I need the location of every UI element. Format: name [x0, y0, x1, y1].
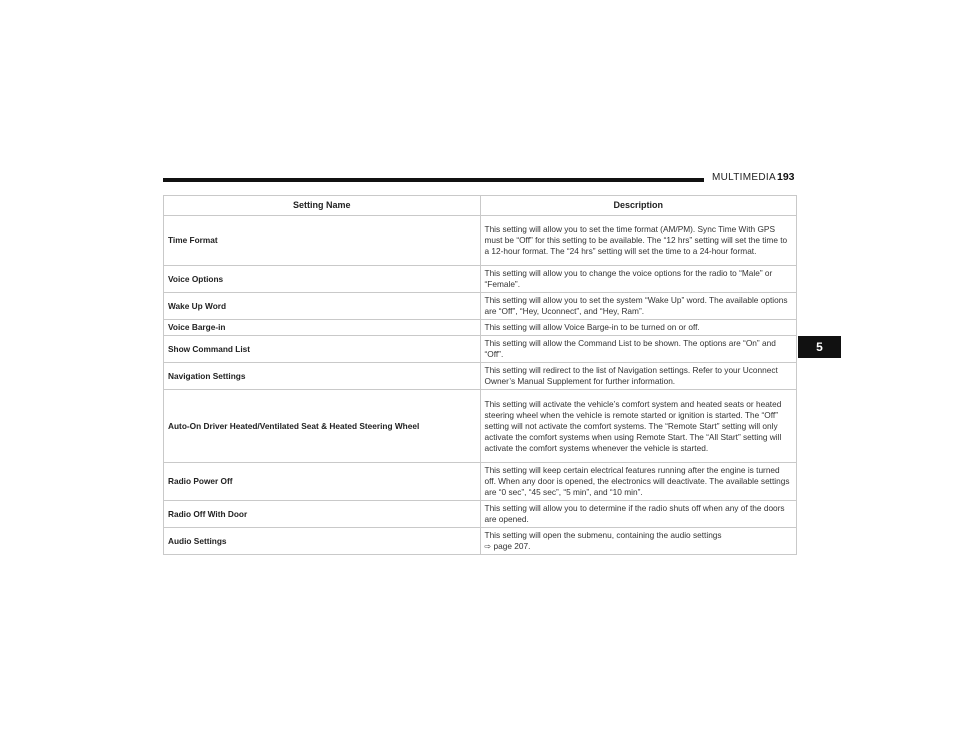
table-row: [164, 363, 797, 390]
column-header-description: Description: [480, 196, 797, 216]
column-header-setting-name: Setting Name: [164, 196, 481, 216]
setting-name: Wake Up Word: [164, 293, 481, 320]
table-row: [164, 293, 797, 320]
setting-name: Radio Power Off: [164, 463, 481, 501]
setting-description: This setting will allow you to set the time format (AM/PM). Sync Time With GPS must be “Off” for this setting to be available. The “12 hrs” setting will set the time to a 12-hour format. The “24 hrs” setting will set the time to a 24-hour format.: [480, 216, 797, 266]
section-title: MULTIMEDIA: [712, 172, 776, 183]
setting-description: This setting will allow you to set the system “Wake Up” word. The available options are “Off”, “Hey, Uconnect”, and “Hey, Ram”.: [480, 293, 797, 320]
description-text: This setting will open the submenu, containing the audio settings: [484, 530, 722, 540]
setting-description: This setting will keep certain electrical features running after the engine is turned off. When any door is opened, the electronics will deactivate. The available settings are “0 sec”, “45 sec”, “5 min”, and “10 min”.: [480, 463, 797, 501]
setting-name: Voice Options: [164, 266, 481, 293]
setting-name: Navigation Settings: [164, 363, 481, 390]
setting-name: Auto-On Driver Heated/Ventilated Seat & Heated Steering Wheel: [164, 390, 481, 463]
setting-name: Show Command List: [164, 336, 481, 363]
page-number: 193: [777, 171, 795, 183]
setting-description: [480, 528, 797, 555]
setting-description: This setting will allow you to change the voice options for the radio to “Male” or “Female”.: [480, 266, 797, 293]
page-reference-link[interactable]: page 207.: [493, 541, 531, 551]
table-row: [164, 216, 797, 266]
table-row: [164, 463, 797, 501]
settings-table: [163, 195, 797, 555]
table-header-row: [164, 196, 797, 216]
header-rule: [163, 178, 704, 182]
setting-name: Time Format: [164, 216, 481, 266]
table-row: [164, 320, 797, 336]
setting-description: This setting will activate the vehicle’s comfort system and heated seats or heated steering wheel when the vehicle is remote started or ignition is started. The “Off” setting will not activate the comfort systems. The “Remote Start” setting will only activate the comfort systems when using Remote Start. The “All Start” setting will activate the comfort systems whenever the vehicle is started.: [480, 390, 797, 463]
chapter-tab: 5: [798, 336, 841, 358]
setting-description: This setting will redirect to the list of Navigation settings. Refer to your Uconnect Owner’s Manual Supplement for further information.: [480, 363, 797, 390]
arrow-right-icon: ⇨: [484, 542, 492, 551]
table-row: [164, 501, 797, 528]
table-row: [164, 266, 797, 293]
setting-description: This setting will allow the Command List to be shown. The options are “On” and “Off”.: [480, 336, 797, 363]
setting-name: Radio Off With Door: [164, 501, 481, 528]
table-row: [164, 390, 797, 463]
setting-name: Audio Settings: [164, 528, 481, 555]
table-row: [164, 336, 797, 363]
setting-description: This setting will allow you to determine if the radio shuts off when any of the doors are opened.: [480, 501, 797, 528]
setting-description: This setting will allow Voice Barge-in to be turned on or off.: [480, 320, 797, 336]
table-row: [164, 528, 797, 555]
setting-name: Voice Barge-in: [164, 320, 481, 336]
